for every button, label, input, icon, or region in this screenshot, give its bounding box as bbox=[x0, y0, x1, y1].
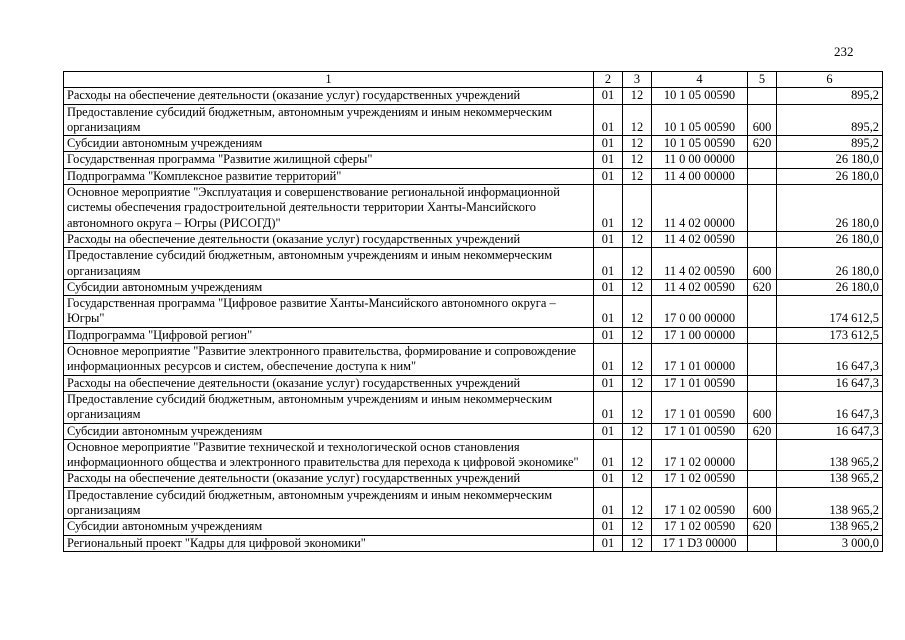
section-code-cell: 01 bbox=[594, 535, 623, 551]
amount-cell: 895,2 bbox=[777, 88, 883, 104]
section-code-cell: 01 bbox=[594, 344, 623, 376]
target-article-cell: 17 0 00 00000 bbox=[652, 296, 748, 328]
amount-cell: 26 180,0 bbox=[777, 231, 883, 247]
section-code-cell: 01 bbox=[594, 327, 623, 343]
expense-type-cell bbox=[748, 168, 777, 184]
expense-type-cell: 600 bbox=[748, 391, 777, 423]
expense-type-cell: 620 bbox=[748, 279, 777, 295]
amount-cell: 26 180,0 bbox=[777, 248, 883, 280]
amount-cell: 138 965,2 bbox=[777, 487, 883, 519]
target-article-cell: 11 4 02 00590 bbox=[652, 248, 748, 280]
section-code-cell: 01 bbox=[594, 104, 623, 136]
section-code-cell: 01 bbox=[594, 439, 623, 471]
row-name-cell: Субсидии автономным учреждениям bbox=[64, 279, 594, 295]
section-code-cell: 01 bbox=[594, 185, 623, 232]
row-name-cell: Региональный проект "Кадры для цифровой экономики" bbox=[64, 535, 594, 551]
target-article-cell: 17 1 01 00000 bbox=[652, 344, 748, 376]
expense-type-cell bbox=[748, 296, 777, 328]
target-article-cell: 10 1 05 00590 bbox=[652, 104, 748, 136]
amount-cell: 26 180,0 bbox=[777, 152, 883, 168]
expense-type-cell bbox=[748, 231, 777, 247]
subsection-code-cell: 12 bbox=[623, 375, 652, 391]
section-code-cell: 01 bbox=[594, 375, 623, 391]
expense-type-cell bbox=[748, 439, 777, 471]
table-row bbox=[64, 535, 883, 551]
amount-cell: 138 965,2 bbox=[777, 519, 883, 535]
table-row bbox=[64, 136, 883, 152]
target-article-cell: 17 1 01 00590 bbox=[652, 391, 748, 423]
row-name-cell: Расходы на обеспечение деятельности (оказание услуг) государственных учреждений bbox=[64, 375, 594, 391]
section-code-cell: 01 bbox=[594, 231, 623, 247]
row-name-cell: Субсидии автономным учреждениям bbox=[64, 423, 594, 439]
target-article-cell: 17 1 02 00590 bbox=[652, 471, 748, 487]
table-row bbox=[64, 471, 883, 487]
subsection-code-cell: 12 bbox=[623, 104, 652, 136]
subsection-code-cell: 12 bbox=[623, 279, 652, 295]
budget-table bbox=[63, 71, 883, 552]
row-name-cell: Субсидии автономным учреждениям bbox=[64, 519, 594, 535]
expense-type-cell: 620 bbox=[748, 423, 777, 439]
section-code-cell: 01 bbox=[594, 152, 623, 168]
amount-cell: 174 612,5 bbox=[777, 296, 883, 328]
section-code-cell: 01 bbox=[594, 487, 623, 519]
table-row bbox=[64, 168, 883, 184]
amount-cell: 16 647,3 bbox=[777, 344, 883, 376]
amount-cell: 26 180,0 bbox=[777, 185, 883, 232]
amount-cell: 26 180,0 bbox=[777, 168, 883, 184]
amount-cell: 26 180,0 bbox=[777, 279, 883, 295]
subsection-code-cell: 12 bbox=[623, 535, 652, 551]
column-header: 1 bbox=[64, 72, 594, 88]
expense-type-cell: 600 bbox=[748, 104, 777, 136]
target-article-cell: 11 0 00 00000 bbox=[652, 152, 748, 168]
table-row bbox=[64, 439, 883, 471]
amount-cell: 173 612,5 bbox=[777, 327, 883, 343]
amount-cell: 16 647,3 bbox=[777, 423, 883, 439]
amount-cell: 16 647,3 bbox=[777, 391, 883, 423]
expense-type-cell bbox=[748, 471, 777, 487]
target-article-cell: 17 1 02 00590 bbox=[652, 487, 748, 519]
subsection-code-cell: 12 bbox=[623, 439, 652, 471]
expense-type-cell: 600 bbox=[748, 487, 777, 519]
row-name-cell: Предоставление субсидий бюджетным, автономным учреждениям и иным некоммерческим организациям bbox=[64, 487, 594, 519]
subsection-code-cell: 12 bbox=[623, 391, 652, 423]
table-header-row bbox=[64, 72, 883, 88]
target-article-cell: 17 1 02 00590 bbox=[652, 519, 748, 535]
table-row bbox=[64, 296, 883, 328]
row-name-cell: Предоставление субсидий бюджетным, автономным учреждениям и иным некоммерческим организациям bbox=[64, 104, 594, 136]
target-article-cell: 11 4 02 00000 bbox=[652, 185, 748, 232]
column-header: 2 bbox=[594, 72, 623, 88]
column-header: 6 bbox=[777, 72, 883, 88]
amount-cell: 3 000,0 bbox=[777, 535, 883, 551]
row-name-cell: Предоставление субсидий бюджетным, автономным учреждениям и иным некоммерческим организациям bbox=[64, 248, 594, 280]
row-name-cell: Предоставление субсидий бюджетным, автономным учреждениям и иным некоммерческим организациям bbox=[64, 391, 594, 423]
table-body bbox=[64, 88, 883, 552]
expense-type-cell bbox=[748, 152, 777, 168]
table-row bbox=[64, 344, 883, 376]
row-name-cell: Расходы на обеспечение деятельности (оказание услуг) государственных учреждений bbox=[64, 231, 594, 247]
subsection-code-cell: 12 bbox=[623, 344, 652, 376]
table-row bbox=[64, 248, 883, 280]
subsection-code-cell: 12 bbox=[623, 185, 652, 232]
expense-type-cell: 620 bbox=[748, 519, 777, 535]
expense-type-cell bbox=[748, 344, 777, 376]
amount-cell: 138 965,2 bbox=[777, 471, 883, 487]
subsection-code-cell: 12 bbox=[623, 487, 652, 519]
subsection-code-cell: 12 bbox=[623, 519, 652, 535]
expense-type-cell: 620 bbox=[748, 136, 777, 152]
section-code-cell: 01 bbox=[594, 296, 623, 328]
section-code-cell: 01 bbox=[594, 88, 623, 104]
target-article-cell: 17 1 00 00000 bbox=[652, 327, 748, 343]
section-code-cell: 01 bbox=[594, 519, 623, 535]
subsection-code-cell: 12 bbox=[623, 327, 652, 343]
target-article-cell: 11 4 02 00590 bbox=[652, 279, 748, 295]
row-name-cell: Основное мероприятие "Эксплуатация и совершенствование региональной информационной системы обеспечения градостроительной деятельности территории Ханты-Мансийского автономного округа – Югры (РИСОГД)" bbox=[64, 185, 594, 232]
expense-type-cell bbox=[748, 327, 777, 343]
target-article-cell: 17 1 D3 00000 bbox=[652, 535, 748, 551]
subsection-code-cell: 12 bbox=[623, 231, 652, 247]
target-article-cell: 10 1 05 00590 bbox=[652, 136, 748, 152]
table-row bbox=[64, 391, 883, 423]
subsection-code-cell: 12 bbox=[623, 471, 652, 487]
expense-type-cell: 600 bbox=[748, 248, 777, 280]
table-row bbox=[64, 185, 883, 232]
row-name-cell: Расходы на обеспечение деятельности (оказание услуг) государственных учреждений bbox=[64, 88, 594, 104]
table-row bbox=[64, 487, 883, 519]
expense-type-cell bbox=[748, 535, 777, 551]
section-code-cell: 01 bbox=[594, 391, 623, 423]
section-code-cell: 01 bbox=[594, 423, 623, 439]
amount-cell: 138 965,2 bbox=[777, 439, 883, 471]
subsection-code-cell: 12 bbox=[623, 136, 652, 152]
section-code-cell: 01 bbox=[594, 136, 623, 152]
subsection-code-cell: 12 bbox=[623, 423, 652, 439]
subsection-code-cell: 12 bbox=[623, 248, 652, 280]
section-code-cell: 01 bbox=[594, 279, 623, 295]
target-article-cell: 11 4 02 00590 bbox=[652, 231, 748, 247]
column-header: 3 bbox=[623, 72, 652, 88]
row-name-cell: Основное мероприятие "Развитие технической и технологической основ становления информационного общества и электронного правительства для перехода к цифровой экономике" bbox=[64, 439, 594, 471]
target-article-cell: 17 1 01 00590 bbox=[652, 423, 748, 439]
subsection-code-cell: 12 bbox=[623, 168, 652, 184]
page-number: 232 bbox=[834, 44, 854, 59]
target-article-cell: 17 1 01 00590 bbox=[652, 375, 748, 391]
amount-cell: 895,2 bbox=[777, 104, 883, 136]
subsection-code-cell: 12 bbox=[623, 296, 652, 328]
expense-type-cell bbox=[748, 375, 777, 391]
row-name-cell: Субсидии автономным учреждениям bbox=[64, 136, 594, 152]
table-row bbox=[64, 519, 883, 535]
target-article-cell: 11 4 00 00000 bbox=[652, 168, 748, 184]
table-row bbox=[64, 104, 883, 136]
table-row bbox=[64, 88, 883, 104]
amount-cell: 16 647,3 bbox=[777, 375, 883, 391]
column-header: 4 bbox=[652, 72, 748, 88]
section-code-cell: 01 bbox=[594, 168, 623, 184]
section-code-cell: 01 bbox=[594, 471, 623, 487]
row-name-cell: Расходы на обеспечение деятельности (оказание услуг) государственных учреждений bbox=[64, 471, 594, 487]
column-header: 5 bbox=[748, 72, 777, 88]
target-article-cell: 10 1 05 00590 bbox=[652, 88, 748, 104]
target-article-cell: 17 1 02 00000 bbox=[652, 439, 748, 471]
table-row bbox=[64, 423, 883, 439]
row-name-cell: Государственная программа "Цифровое развитие Ханты-Мансийского автономного округа – Югры" bbox=[64, 296, 594, 328]
table-row bbox=[64, 327, 883, 343]
table-row bbox=[64, 375, 883, 391]
row-name-cell: Основное мероприятие "Развитие электронного правительства, формирование и сопровождение информационных ресурсов и систем, обеспечение доступа к ним" bbox=[64, 344, 594, 376]
subsection-code-cell: 12 bbox=[623, 88, 652, 104]
expense-type-cell bbox=[748, 185, 777, 232]
table-row bbox=[64, 231, 883, 247]
row-name-cell: Подпрограмма "Комплексное развитие территорий" bbox=[64, 168, 594, 184]
subsection-code-cell: 12 bbox=[623, 152, 652, 168]
row-name-cell: Подпрограмма "Цифровой регион" bbox=[64, 327, 594, 343]
table-row bbox=[64, 152, 883, 168]
table-row bbox=[64, 279, 883, 295]
row-name-cell: Государственная программа "Развитие жилищной сферы" bbox=[64, 152, 594, 168]
amount-cell: 895,2 bbox=[777, 136, 883, 152]
expense-type-cell bbox=[748, 88, 777, 104]
section-code-cell: 01 bbox=[594, 248, 623, 280]
